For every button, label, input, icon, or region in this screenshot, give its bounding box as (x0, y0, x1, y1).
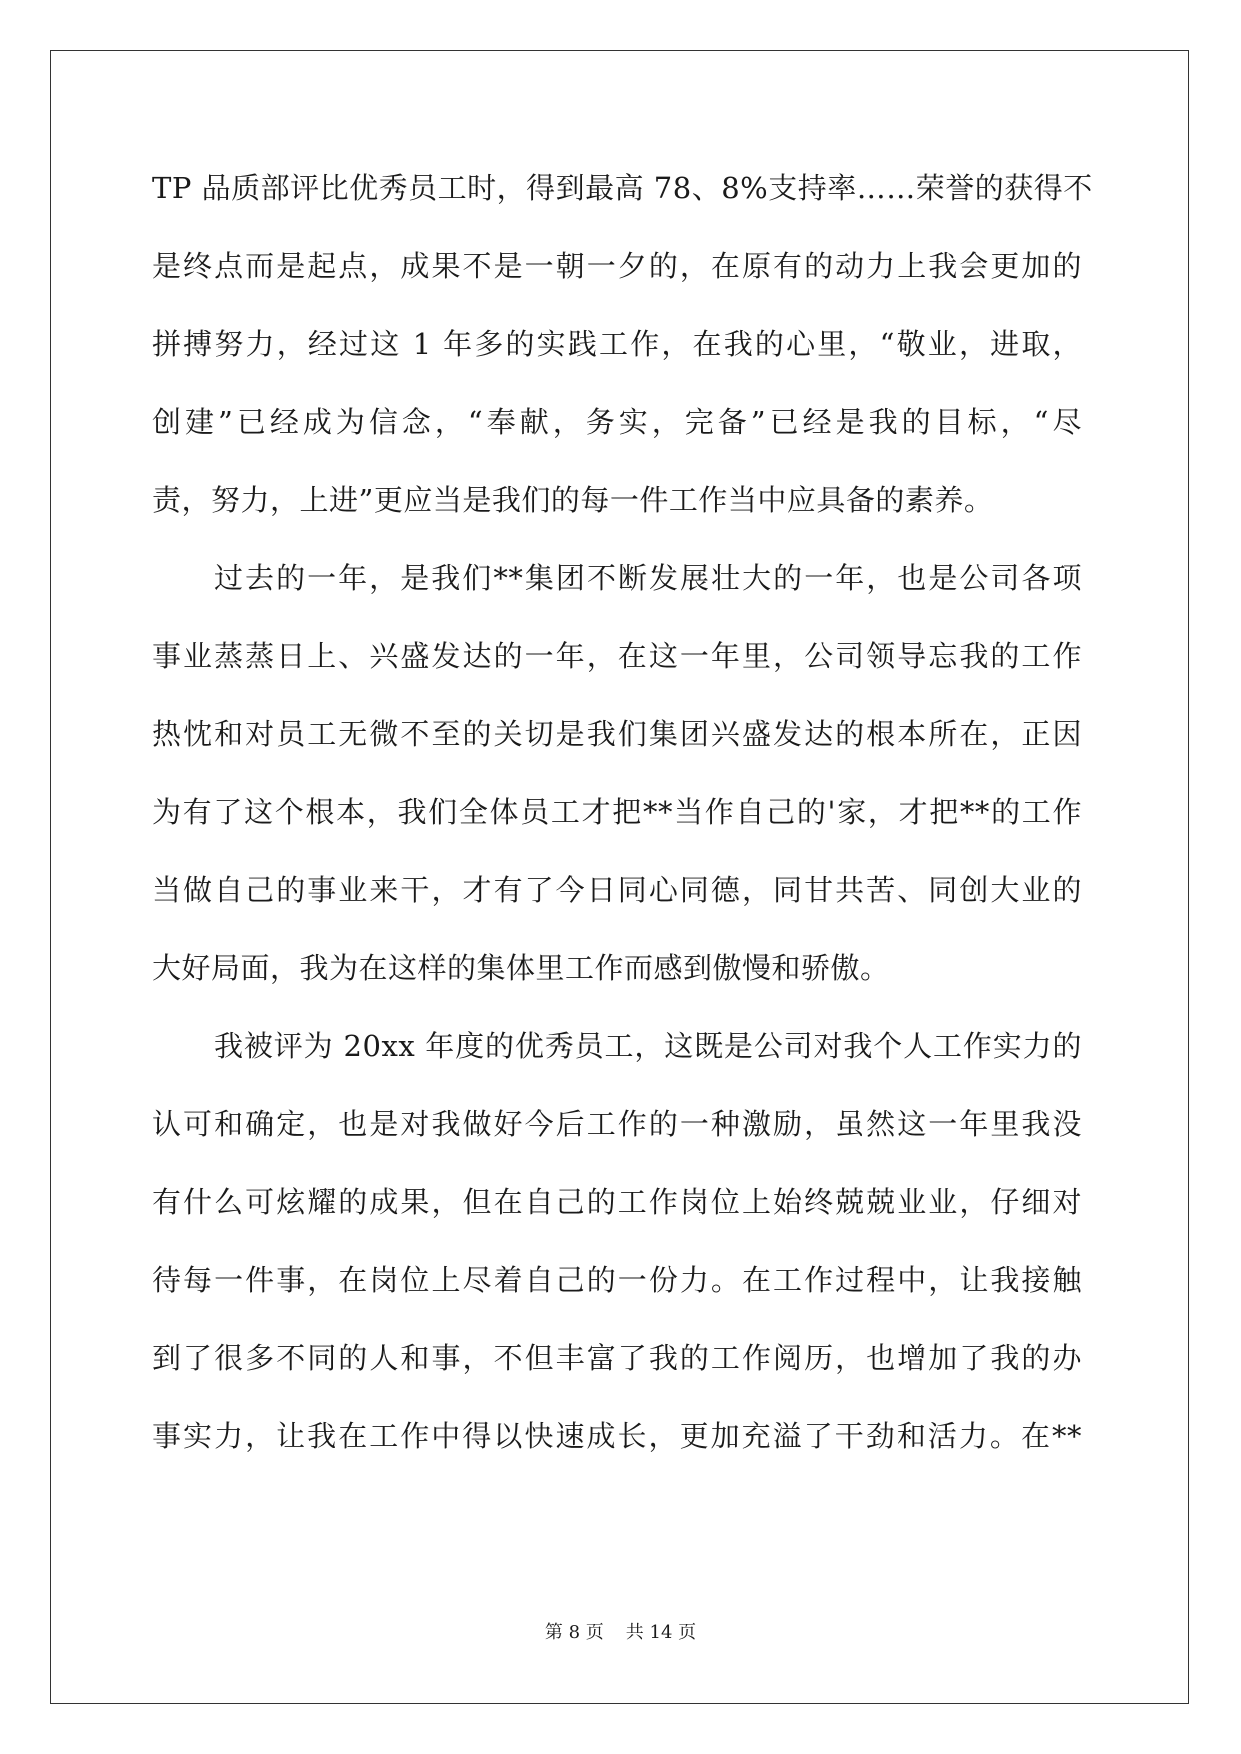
text-line: 有什么可炫耀的成果，但在自己的工作岗位上始终兢兢业业，仔细对 (152, 1185, 1082, 1219)
text-line: 大好局面，我为在这样的集体里工作而感到傲慢和骄傲。 (152, 951, 890, 985)
page-number: 第 8 页 (544, 1622, 604, 1643)
text-line: 到了很多不同的人和事，不但丰富了我的工作阅历，也增加了我的办 (152, 1341, 1082, 1375)
text-line: 热忱和对员工无微不至的关切是我们集团兴盛发达的根本所在，正因 (152, 717, 1082, 751)
text-line: 事实力，让我在工作中得以快速成长，更加充溢了干劲和活力。在** (152, 1419, 1082, 1453)
text-line: 认可和确定，也是对我做好今后工作的一种激励，虽然这一年里我没 (152, 1107, 1082, 1141)
page-total: 共 14 页 (625, 1622, 697, 1643)
document-body (152, 164, 1093, 1490)
text-line: 待每一件事，在岗位上尽着自己的一份力。在工作过程中，让我接触 (152, 1263, 1082, 1297)
paragraph-first-line: 我被评为 20xx 年度的优秀员工，这既是公司对我个人工作实力的 (214, 1029, 1082, 1063)
text-line: 当做自己的事业来干，才有了今日同心同德，同甘共苦、同创大业的 (152, 873, 1082, 907)
text-line: 是终点而是起点，成果不是一朝一夕的，在原有的动力上我会更加的 (152, 249, 1082, 283)
text-line: 责，努力，上进”更应当是我们的每一件工作当中应具备的素养。 (152, 483, 994, 517)
page-footer (0, 1618, 1241, 1644)
text-line: 为有了这个根本，我们全体员工才把**当作自己的'家，才把**的工作 (152, 795, 1082, 829)
text-line: 事业蒸蒸日上、兴盛发达的一年，在这一年里，公司领导忘我的工作 (152, 639, 1082, 673)
paragraph-first-line: 过去的一年，是我们**集团不断发展壮大的一年，也是公司各项 (214, 561, 1082, 595)
text-line: 拼搏努力，经过这 1 年多的实践工作，在我的心里，“敬业，进取， (152, 327, 1082, 361)
text-line: TP 品质部评比优秀员工时，得到最高 78、8%支持率……荣誉的获得不 (152, 171, 1093, 205)
text-line: 创建”已经成为信念，“奉献，务实，完备”已经是我的目标，“尽 (152, 405, 1082, 439)
